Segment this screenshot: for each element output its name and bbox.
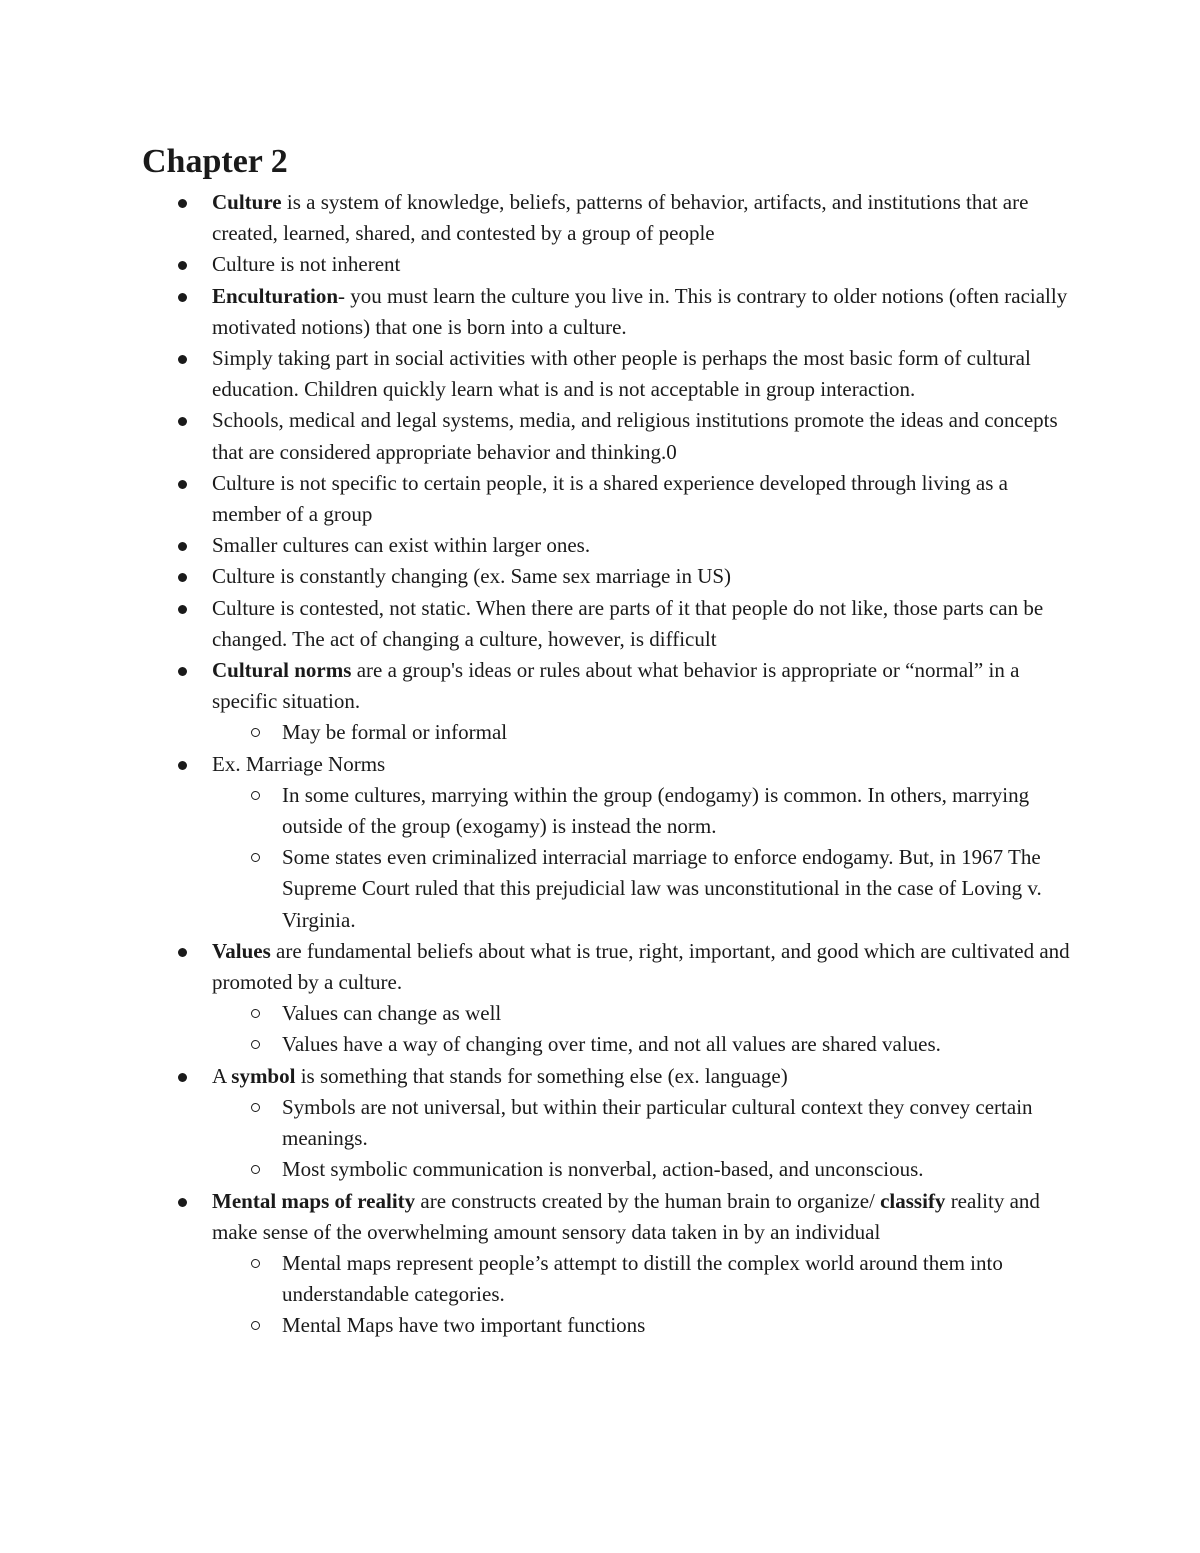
item-text: Simply taking part in social activities with other people is perhaps the most basic form of cultural education. Children quickly learn what is and is not acceptable in group interaction. xyxy=(212,346,1031,402)
hollow-bullet-icon xyxy=(251,1321,260,1330)
sub-list-item xyxy=(282,1029,1072,1060)
list-item xyxy=(212,1061,1072,1186)
sub-item-text: Most symbolic communication is nonverbal, action-based, and unconscious. xyxy=(282,1157,924,1182)
key-term: classify xyxy=(880,1188,946,1213)
sub-item-text: May be formal or informal xyxy=(282,720,508,745)
sub-list-item xyxy=(282,1154,1072,1185)
sub-list-item xyxy=(282,1310,1072,1341)
hollow-bullet-icon xyxy=(251,853,260,862)
list-item xyxy=(212,187,1072,249)
notes-list xyxy=(212,187,1072,1342)
filled-bullet-icon xyxy=(178,417,187,426)
sub-list-item xyxy=(282,842,1072,936)
hollow-bullet-icon xyxy=(251,1259,260,1268)
filled-bullet-icon xyxy=(178,1198,187,1207)
sub-list-item xyxy=(282,780,1072,842)
item-text: Schools, medical and legal systems, media, and religious institutions promote the ideas and concepts that are considered appropriate behavior and thinking.0 xyxy=(212,408,1058,464)
page-title: Chapter 2 xyxy=(142,143,288,180)
filled-bullet-icon xyxy=(178,667,187,676)
filled-bullet-icon xyxy=(178,261,187,270)
list-item xyxy=(212,468,1072,530)
sub-list xyxy=(212,1092,1072,1186)
filled-bullet-icon xyxy=(178,293,187,302)
sub-list-item xyxy=(282,1092,1072,1154)
key-term: Values xyxy=(212,938,271,963)
key-term: symbol xyxy=(231,1063,296,1088)
hollow-bullet-icon xyxy=(251,1040,260,1049)
filled-bullet-icon xyxy=(178,355,187,364)
list-item xyxy=(212,530,1072,561)
key-term: Mental maps of reality xyxy=(212,1188,416,1213)
sub-list xyxy=(212,998,1072,1060)
list-item xyxy=(212,343,1072,405)
hollow-bullet-icon xyxy=(251,728,260,737)
filled-bullet-icon xyxy=(178,480,187,489)
sub-item-text: In some cultures, marrying within the group (endogamy) is common. In others, marrying outside of the group (exogamy) is instead the norm. xyxy=(282,782,1030,839)
item-text: is a system of knowledge, beliefs, patterns of behavior, artifacts, and institutions that are created, learned, shared, and contested by a group of people xyxy=(212,190,1029,246)
item-text: are fundamental beliefs about what is true, right, important, and good which are cultivated and promoted by a culture. xyxy=(212,938,1070,995)
filled-bullet-icon xyxy=(178,605,187,614)
filled-bullet-icon xyxy=(178,542,187,551)
sub-item-text: Mental maps represent people’s attempt to distill the complex world around them into understandable categories. xyxy=(282,1250,1003,1307)
item-text: reality and make sense of the overwhelming amount sensory data taken in by an individual xyxy=(212,1188,1040,1244)
item-text: Culture is constantly changing (ex. Same sex marriage in US) xyxy=(212,564,732,589)
item-text: Smaller cultures can exist within larger ones. xyxy=(212,533,591,558)
sub-list-item xyxy=(282,717,1072,748)
item-text: - you must learn the culture you live in. This is contrary to older notions (often racially motivated notions) that one is born into a culture. xyxy=(212,283,1068,339)
item-text: is something that stands for something else (ex. language) xyxy=(295,1063,788,1088)
key-term: Enculturation xyxy=(212,283,339,308)
sub-item-text: Some states even criminalized interracial marriage to enforce endogamy. But, in 1967 The Supreme Court ruled that this prejudicial law was unconstitutional in the case of Loving v. Virginia. xyxy=(282,845,1042,932)
sub-list xyxy=(212,780,1072,936)
item-text: Ex. Marriage Norms xyxy=(212,751,386,776)
list-item xyxy=(212,936,1072,1061)
list-item xyxy=(212,655,1072,749)
sub-list-item xyxy=(282,1248,1072,1310)
list-item xyxy=(212,249,1072,280)
list-item xyxy=(212,1186,1072,1342)
filled-bullet-icon xyxy=(178,1073,187,1082)
list-item xyxy=(212,281,1072,343)
item-text: are a group's ideas or rules about what behavior is appropriate or “normal” in a specific situation. xyxy=(212,658,1020,714)
list-item xyxy=(212,405,1072,467)
filled-bullet-icon xyxy=(178,573,187,582)
sub-item-text: Mental Maps have two important functions xyxy=(282,1313,646,1338)
hollow-bullet-icon xyxy=(251,1009,260,1018)
key-term: Cultural norms xyxy=(212,658,352,683)
item-text: Culture is not inherent xyxy=(212,252,401,277)
sub-list xyxy=(212,1248,1072,1342)
filled-bullet-icon xyxy=(178,948,187,957)
filled-bullet-icon xyxy=(178,199,187,208)
list-item xyxy=(212,749,1072,936)
key-term: Culture xyxy=(212,190,282,214)
sub-item-text: Values have a way of changing over time, and not all values are shared values. xyxy=(282,1032,941,1057)
sub-list-item xyxy=(282,998,1072,1029)
list-item xyxy=(212,561,1072,592)
list-item xyxy=(212,593,1072,655)
hollow-bullet-icon xyxy=(251,791,260,800)
item-text: Culture is contested, not static. When there are parts of it that people do not like, those parts can be changed. The act of changing a culture, however, is difficult xyxy=(212,595,1044,651)
hollow-bullet-icon xyxy=(251,1103,260,1112)
sub-item-text: Values can change as well xyxy=(282,1001,502,1026)
hollow-bullet-icon xyxy=(251,1165,260,1174)
item-text: Culture is not specific to certain people, it is a shared experience developed through living as a member of a group xyxy=(212,470,1008,527)
item-text: are constructs created by the human brain to organize/ xyxy=(415,1188,881,1213)
item-text: A xyxy=(212,1063,232,1088)
filled-bullet-icon xyxy=(178,761,187,770)
sub-list xyxy=(212,717,1072,748)
sub-item-text: Symbols are not universal, but within their particular cultural context they convey certain meanings. xyxy=(282,1094,1033,1151)
